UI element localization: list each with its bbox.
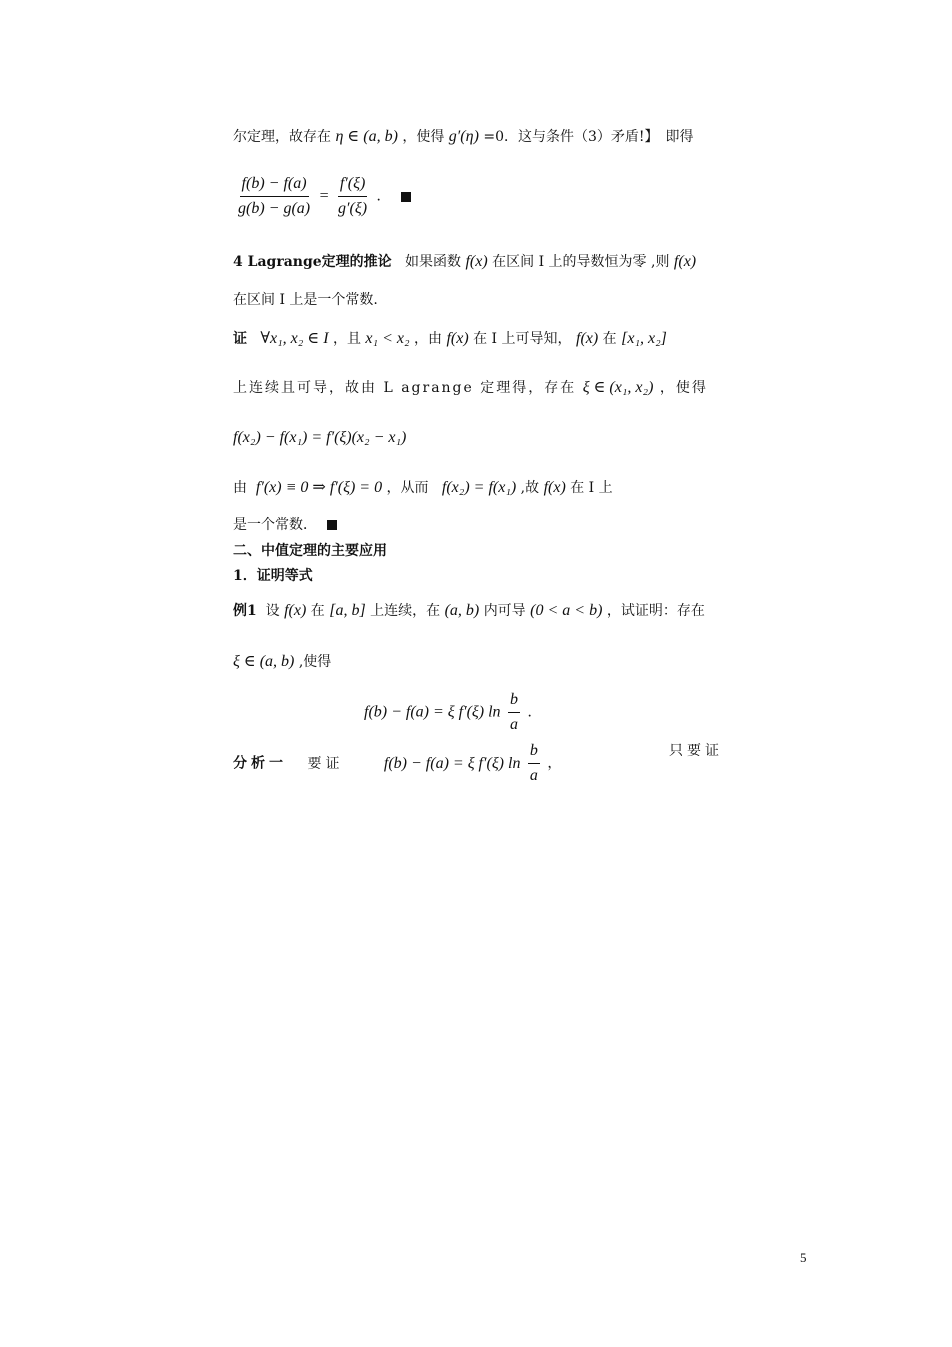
proof-label: 证: [233, 331, 247, 347]
text: 内可导: [483, 603, 526, 619]
text: ．: [527, 704, 542, 721]
corollary-line: [233, 252, 696, 272]
math-inline: ξ ∈ (a, b): [233, 653, 295, 670]
numerator: b: [528, 741, 540, 764]
math-inline: [a, b]: [329, 602, 366, 619]
numerator: b: [508, 690, 520, 713]
text: ，且: [332, 331, 361, 347]
text: 设: [265, 603, 280, 619]
text: ,故: [520, 480, 540, 496]
text: ，从而: [386, 480, 429, 496]
math-inline: (a, b): [444, 602, 480, 619]
math-inline: f(b) − f(a) = ξ f′(ξ) ln: [383, 754, 521, 772]
section-title: 二、中值定理的主要应用: [233, 543, 387, 559]
math-inline: (0 < a < b): [530, 602, 603, 619]
denominator: a: [529, 767, 538, 784]
text: 如果函数: [405, 254, 462, 270]
fraction: [508, 690, 520, 735]
numerator: f′(ξ): [338, 174, 367, 197]
math-inline: ∀x₁, x₂ ∈ I: [260, 330, 329, 347]
math-inline: f(x₂) − f(x₁) = f′(ξ)(x₂ − x₁): [233, 429, 407, 446]
proof-equation: [233, 428, 406, 448]
proof-line-5: [233, 515, 337, 535]
text: 尔定理，故存在: [233, 129, 331, 145]
equals-sign: =: [319, 187, 329, 205]
analysis-line: [233, 741, 723, 786]
text: 要证: [307, 755, 344, 772]
text: ，由: [414, 331, 442, 347]
proof-line: [233, 329, 667, 349]
math-inline: f(b) − f(a) = ξ f′(ξ) ln: [364, 703, 501, 721]
corollary-line-2: [233, 290, 378, 310]
example-line-2: [233, 652, 331, 672]
section-heading: [233, 541, 387, 561]
example-equation: [364, 690, 541, 735]
text: 上连续且可导，故由 L agrange 定理得，存在: [233, 380, 577, 396]
text: ，使得: [402, 129, 445, 145]
example-line: [233, 601, 705, 621]
math-inline: f(x₂) = f(x₁): [441, 479, 517, 496]
text: ，使得: [659, 380, 708, 396]
text: 在 I 上: [570, 480, 613, 496]
text: 在 I 上可导知，: [473, 331, 572, 347]
page-number: 5: [800, 1250, 807, 1265]
fraction: [336, 174, 369, 219]
text: 在: [310, 603, 325, 619]
fraction: [236, 174, 312, 219]
text: ．: [376, 188, 391, 205]
math-inline: f(x): [446, 330, 469, 347]
text: =0．这与条件（3）矛盾!】 即得: [483, 129, 694, 145]
math-inline: f(x): [465, 253, 488, 270]
text: 上连续，在: [370, 603, 441, 619]
math-inline: η ∈ (a, b): [335, 128, 398, 145]
text: 由: [233, 480, 247, 496]
subsection-title: 1．证明等式: [233, 568, 313, 584]
math-inline: f′(x) ≡ 0 ⇒ f′(ξ) = 0: [255, 479, 383, 496]
denominator: g(b) − g(a): [238, 200, 311, 217]
example-label: 例1: [233, 603, 257, 619]
math-inline: f(x): [576, 330, 599, 347]
text-line: [233, 127, 694, 147]
text: ，试证明：存在: [606, 603, 705, 619]
denominator: a: [510, 716, 518, 733]
numerator: f(b) − f(a): [240, 174, 309, 197]
qed-square-icon: [327, 520, 337, 530]
math-inline: f(x): [673, 253, 697, 270]
text: ,使得: [298, 654, 332, 670]
text: 在: [602, 331, 617, 347]
text: 是一个常数．: [233, 517, 317, 533]
math-inline: ξ ∈ (x₁, x₂): [582, 379, 654, 396]
analysis-label: 分析一: [233, 755, 287, 772]
math-inline: [x₁, x₂]: [621, 330, 667, 347]
subsection-heading: [233, 566, 313, 586]
math-inline: x₁ < x₂: [365, 330, 410, 347]
math-inline: g′(η): [448, 128, 479, 145]
text: 在区间 I 上的导数恒为零 ,则: [492, 254, 670, 270]
equation-block: [233, 174, 411, 219]
qed-square-icon: [401, 192, 411, 202]
fraction: [528, 741, 540, 786]
corollary-title: 4 Lagrange定理的推论: [233, 254, 392, 270]
math-inline: f(x): [543, 479, 566, 496]
proof-line-4: [233, 478, 613, 498]
text: 在区间 I 上是一个常数.: [233, 292, 378, 308]
proof-line-2: [233, 378, 708, 398]
text: ，: [547, 755, 562, 772]
text: 只要证: [669, 743, 723, 759]
denominator: g′(ξ): [338, 200, 368, 217]
math-inline: f(x): [284, 602, 307, 619]
